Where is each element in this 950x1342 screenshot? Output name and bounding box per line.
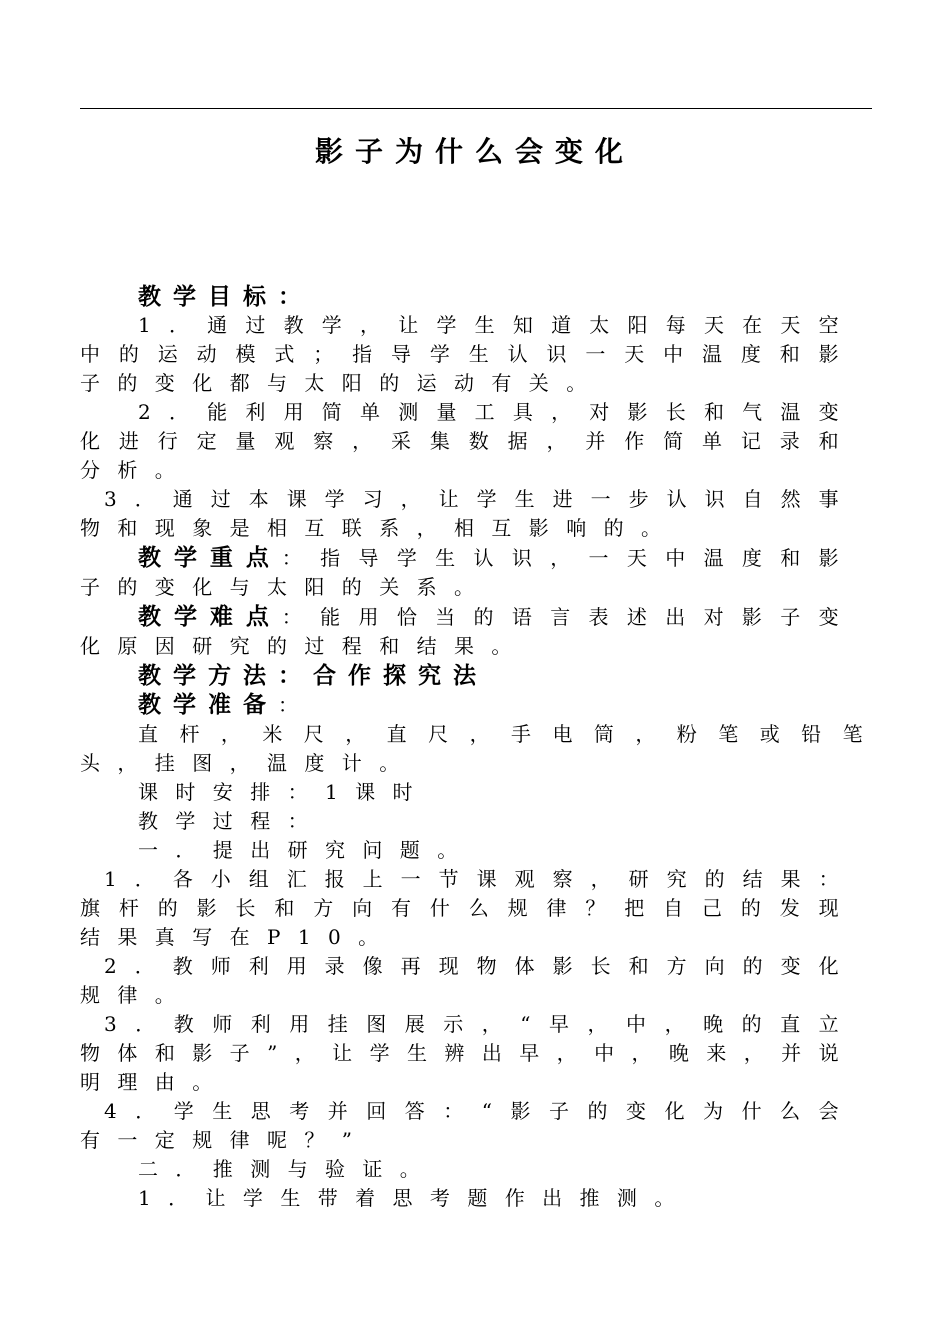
page-title: 影子为什么会变化 — [314, 135, 635, 168]
step-1-2: 2．教师利用录像再现物体影长和方向的变化规律。 — [80, 954, 856, 1007]
step-1-3: 3．教师利用挂图展示，“早，中，晚的直立物体和影子”，让学生辨出早，中，晚来，并说明理由。 — [80, 1012, 856, 1094]
focus-paragraph — [80, 543, 856, 602]
focus-label: 教学重点 — [138, 544, 282, 571]
goal-2: 2．能利用简单测量工具，对影长和气温变化进行定量观察，采集数据，并作简单记录和分析。 — [80, 400, 856, 482]
prep-text: 直杆，米尺，直尺，手电筒，粉笔或铅笔头，挂图，温度计。 — [80, 722, 880, 775]
schedule-line: 课时安排：1课时 — [138, 780, 430, 804]
goal-3: 3．通过本课学习，让学生进一步认识自然事物和现象是相互联系，相互影响的。 — [80, 487, 856, 540]
process-heading: 教学过程： — [138, 809, 325, 833]
prep-label: 教学准备 — [138, 691, 278, 718]
prep-colon: ： — [278, 693, 316, 717]
difficulty-text: ：能用恰当的语言表述出对影子变化原因研究的过程和结果。 — [80, 605, 857, 658]
prep-heading — [80, 690, 856, 720]
step-2-1: 1．让学生带着思考题作出推测。 — [138, 1186, 692, 1210]
goals-heading: 教学目标： — [138, 283, 313, 310]
step-1-4: 4．学生思考并回答：“影子的变化为什么会有一定规律呢？” — [80, 1099, 856, 1152]
difficulty-paragraph — [80, 602, 856, 661]
focus-text: ：指导学生认识，一天中温度和影子的变化与太阳的关系。 — [80, 546, 857, 599]
part-2-heading: 二．推测与验证。 — [138, 1157, 438, 1181]
goal-1: 1．通过教学，让学生知道太阳每天在天空中的运动模式；指导学生认识一天中温度和影子的变化都与太阳的运动有关。 — [80, 313, 856, 395]
header-rule — [80, 108, 872, 109]
method-heading: 教学方法：合作探究法 — [138, 662, 488, 689]
difficulty-label: 教学难点 — [138, 603, 282, 630]
document-body — [80, 282, 880, 1213]
step-1-1: 1．各小组汇报上一节课观察，研究的结果：旗杆的影长和方向有什么规律？把自己的发现结果真写在P10。 — [80, 867, 856, 949]
part-1-heading: 一．提出研究问题。 — [138, 838, 475, 862]
